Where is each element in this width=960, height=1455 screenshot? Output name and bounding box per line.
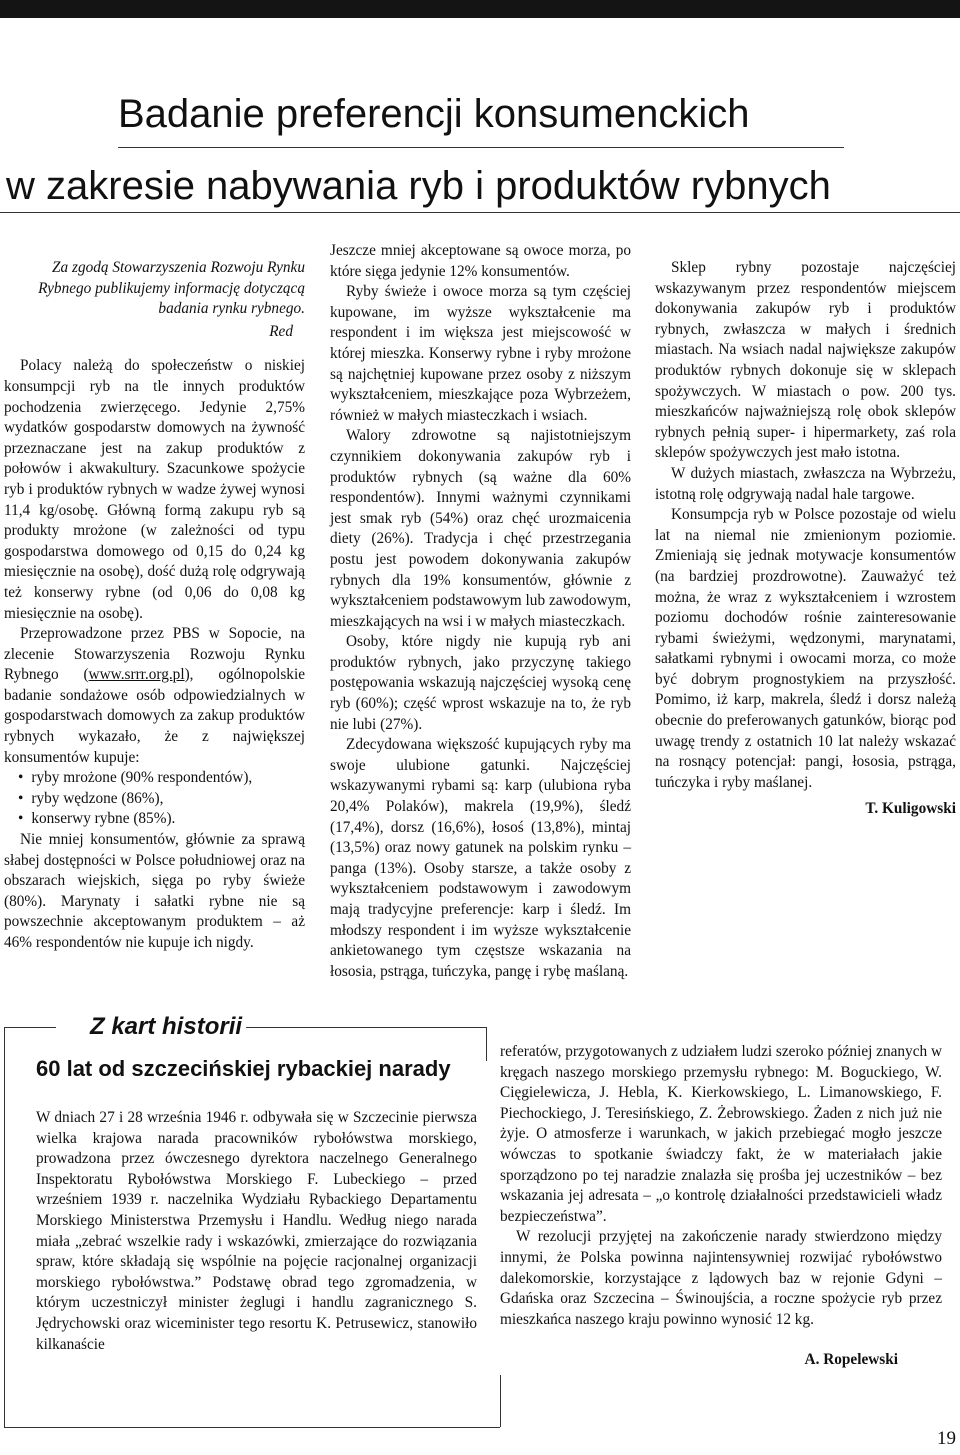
- paragraph: Osoby, które nigdy nie kupują ryb ani produktów rybnych, jako przyczynę takiego postępowania wskazują najczęściej wysoką cenę ryb (60%); część wprost wskazuje na to, że ryb nie lubi (27%).: [330, 633, 631, 733]
- article-intro: Za zgodą Stowarzyszenia Rozwoju Rynku Rybnego publikujemy informację dotyczącą badania rynku rybnego.: [38, 259, 305, 318]
- paragraph: Przeprowadzone przez PBS w Sopocie, na zlecenie Stowarzyszenia Rozwoju Rynku Rybnego (www.srrr.org.pl), ogólnopolskie badanie sondażowe osób odpowiedzialnych w gospodarstwach domowych za zakup produktów rybnych wykazało, że z największej konsumentów kupuje:: [4, 625, 305, 766]
- paragraph: Nie mniej konsumentów, głównie za sprawą słabej dostępności w Polsce południowej oraz na obszarach wiejskich, sięga po ryby świeże (80%). Marynaty i sałatki rybne nie są powszechnie akceptowanym produktem – aż 46% respondentów nie kupuje ich nigdy.: [4, 831, 305, 951]
- history-text-part-2: referatów, przygotowanych z udziałem ludzi szeroko później znanych w kręgach naszego morskiego przemysłu rybnego: M. Boguckiego, W. Cięgielewicza, J. Hebla, K. Kierkowskiego, L. Limanowskiego, F. Piechockiego, J. Teresińskiego, Z. Żebrowskiego. Żaden z nich już nie żyje. O atmosferze i warunkach, w jakich przebiegać mogło jeszcze wówczas to spotkanie świadczy fakt, że w materiałach jakie sporządzono po tej naradzie znalazła się prośba jej uczestników – bez wskazania jej adresata – „o kontrolę działalności przedstawicieli władz bezpieczeństwa”.: [500, 1043, 943, 1225]
- history-title: 60 lat od szczecińskiej rybackiej narady: [36, 1056, 451, 1081]
- article-column-2: [330, 241, 631, 982]
- list-item: • ryby wędzone (86%),: [18, 789, 305, 810]
- history-box-border: [4, 1027, 5, 1427]
- list-item: • konserwy rybne (85%).: [18, 809, 305, 830]
- history-column-2: [500, 1042, 942, 1371]
- page-title-line-2: w zakresie nabywania ryb i produktów rybnych: [6, 164, 831, 208]
- paragraph: W dużych miastach, zwłaszcza na Wybrzeżu, istotną rolę odgrywają nadal hale targowe.: [655, 464, 956, 503]
- paragraph: Ryby świeże i owoce morza są tym częściej kupowane, im wyższe wykształcenie ma respondent i im większa jest miejscowość w której mieszka. Konserwy rybne i ryby mrożone są najchętniej kupowane przez osoby z niższym wykształceniem, mieszkające poza Wybrzeżem, również w małych miasteczkach i wsiach.: [330, 283, 631, 424]
- paragraph: Jeszcze mniej akceptowane są owoce morza, po które sięga jedynie 12% konsumentów.: [330, 242, 631, 280]
- paragraph: [36, 1108, 477, 1355]
- article-column-3: [655, 258, 956, 820]
- page-title-line-1: Badanie preferencji konsumenckich: [118, 92, 750, 136]
- article-column-1: [4, 258, 305, 954]
- history-signature: A. Ropelewski: [804, 1351, 898, 1369]
- list-item: • ryby mrożone (90% respondentów),: [18, 768, 305, 789]
- paragraph: Konsumpcja ryb w Polsce pozostaje od wielu lat na niemal nie zmienionym poziomie. Zmieniają się jednak motywacje konsumentów (na bardziej prozdrowotne). Zauważyć też można, że wraz z wykształceniem i wzrostem poziomu dochodów rośnie zainteresowanie rybami świeżymi, wędzonymi, marynatami, sałatkami rybnymi i owocami morza, co może być dobrym prognostykiem na przyszłość. Pomimo, iż karp, makrela, śledź i dorsz należą obecnie do preferowanych gatunków, biorąc pod uwagę trendy z ostatnich 10 lat należy wskazać na rosnący potencjał: pangi, łososia, pstrąga, tuńczyka i ryby maślanej.: [655, 506, 956, 791]
- history-text-part-1: W dniach 27 i 28 września 1946 r. odbywała się w Szczecinie pierwsza wielka krajowa narada pracowników rybołówstwa morskiego, prowadzona przez ówczesnego dyrektora naczelnego Generalnego Inspektoratu Rybołówstwa Morskiego F. Lubeckiego – przed wrześniem 1939 r. naczelnika Wydziału Rybackiego Departamentu Morskiego Ministerstwa Przemysłu i Handlu. Według niego narada miała „zebrać wszelkie rady i wskazówki, zmierzające do rozwiązania spraw, które składają się wspólnie na pojęcie racjonalnej organizacji morskiego rybołówstwa.” Podstawę obrad tego zgromadzenia, w którym uczestniczył minister żeglugi i handlu zagranicznego S. Jędrychowski oraz wiceminister tego resortu K. Petrusewicz, stanowiło kilkanaście: [36, 1109, 477, 1353]
- history-box-border: [4, 1427, 500, 1428]
- history-box-border: [500, 1375, 501, 1427]
- srrr-link[interactable]: www.srrr.org.pl: [88, 666, 185, 684]
- history-box-border: [246, 1027, 486, 1028]
- article-signature: T. Kuligowski: [865, 800, 956, 818]
- header-divider: [0, 212, 960, 213]
- paragraph: Zdecydowana większość kupujących ryby ma swoje ulubione gatunki. Najczęściej wskazywanymi rybami są: karp (ulubiona ryba 20,4% Polaków), makrela (19,9%), śledź (17,4%), dorsz (16,6%), łosoś (13,8%), mintaj (13,5%) oraz nowy gatunek na polskim rynku – panga (13%). Osoby starsze, a także osoby z wykształceniem podstawowym i zawodowym mają tradycyjne preferencje: karp i śledź. Im młodszy respondent i im wyższe wykształcenie ankietowanego tym częstsze wskazania na łososia, pstrąga, tuńczyka, pangę i rybę maślaną.: [330, 736, 631, 980]
- purchase-list: [4, 768, 305, 830]
- history-box-border: [4, 1027, 56, 1028]
- paragraph: [500, 1042, 942, 1227]
- top-bar: [0, 0, 960, 18]
- title-divider: [118, 147, 844, 148]
- paragraph: Walory zdrowotne są najistotniejszym czynnikiem dokonywania zakupów ryb i produktów rybnych (są ważne dla 60% respondentów). Innymi ważnymi czynnikami jest smak ryb (54%) oraz chęć urozmaicenia diety (26%). Tradycja i chęć przestrzegania postu jest powodem dokonywania zakupów rybnych dla 19% konsumentów, głównie z wykształceniem podstawowym lub zawodowym, mieszkających na wsi i w małych miasteczkach.: [330, 427, 631, 630]
- page-number: 19: [937, 1428, 956, 1449]
- history-column-1: [36, 1108, 477, 1355]
- editor-mark: Red: [269, 322, 293, 340]
- history-box-border: [486, 1027, 487, 1061]
- paragraph: Polacy należą do społeczeństw o niskiej konsumpcji ryb na tle innych produktów pochodzenia zwierzęcego. Jedynie 2,75% wydatków gospodarstw domowych na żywność przeznaczane jest na zakup produktów z połowów i akwakultury. Szacunkowe spożycie ryb i produktów rybnych w wadze żywej wynosi 11,4 kg/osobę. Główną formą zakupu ryb są produkty mrożone (w zależności od typu gospodarstwa domowego od 0,15 do 0,24 kg miesięcznie na osobę), dość dużą rolę odgrywają też konserwy rybne (od 0,06 do 0,08 kg miesięcznie na osobę).: [4, 357, 305, 622]
- paragraph: Sklep rybny pozostaje najczęściej wskazywanym przez respondentów miejscem dokonywania zakupów ryb i produktów rybnych, zwłaszcza w małych i średnich miastach. Na wsiach nadal największe zakupów produktów rybnych dokonuje się w sklepach spożywczych. W miastach o pow. 200 tys. mieszkańców najważniejszą rolę obok sklepów rybnych pełnią super- i hipermarkety, zaś rola sklepów spożywczych jest mało istotna.: [655, 259, 956, 462]
- history-section-label: Z kart historii: [86, 1013, 246, 1041]
- paragraph: W rezolucji przyjętej na zakończenie narady stwierdzono między innymi, że Polska powinna najintensywniej rozwijać rybołówstwo dalekomorskie, korzystające z lądowych baz w rejonie Gdyni – Gdańska oraz Szczecina – Świnoujścia, a roczne spożycie ryb przez mieszkańca naszego kraju powinno wynosić 12 kg.: [500, 1228, 942, 1328]
